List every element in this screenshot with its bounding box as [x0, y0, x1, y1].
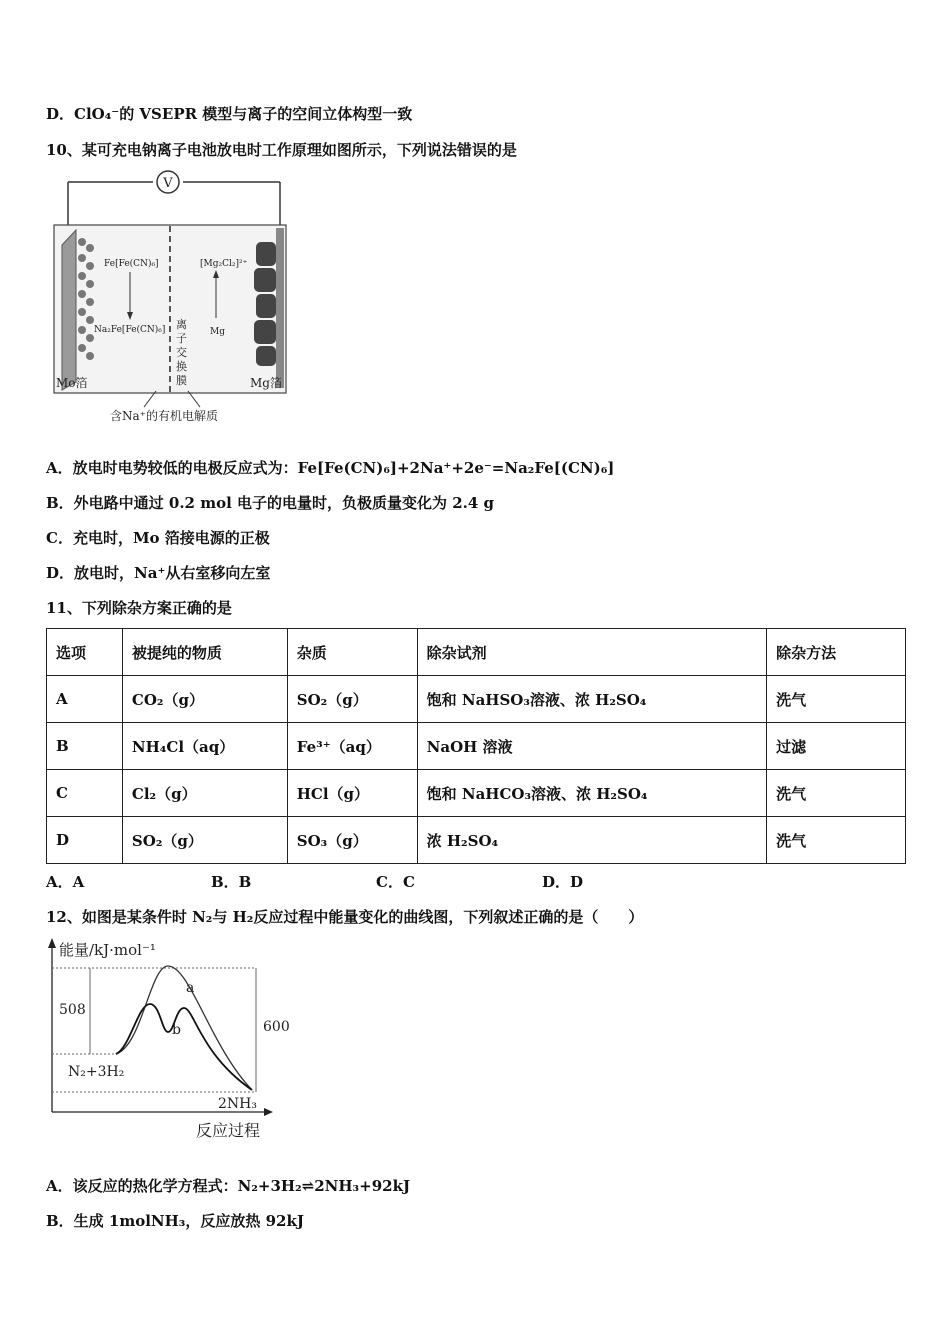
- reactants-label: N₂+3H₂: [68, 1064, 125, 1080]
- table-cell: 饱和 NaHSO₃溶液、浓 H₂SO₄: [417, 676, 767, 723]
- membrane-label: [176, 318, 187, 387]
- q10-option-c: C．充电时，Mo 箔接电源的正极: [46, 529, 270, 547]
- y-axis-label: 能量/kJ·mol⁻¹: [59, 941, 156, 959]
- table-cell: 饱和 NaHCO₃溶液、浓 H₂SO₄: [417, 770, 767, 817]
- q9-option-d: D．ClO₄⁻的 VSEPR 模型与离子的空间立体构型一致: [46, 105, 413, 123]
- label-mg-foil: Mg箔: [250, 376, 282, 390]
- label-fe-fe-cn6: Fe[Fe(CN)₆]: [104, 259, 159, 269]
- table-cell: NaOH 溶液: [417, 723, 767, 770]
- label-electrolyte: 含Na⁺的有机电解质: [110, 409, 218, 423]
- table-row: [47, 770, 906, 817]
- table-cell: 洗气: [767, 817, 906, 864]
- table-cell: SO₂（g）: [287, 676, 417, 723]
- table-cell: Cl₂（g）: [122, 770, 287, 817]
- curve-b: [116, 1004, 252, 1090]
- header-cell: 除杂方法: [767, 629, 906, 676]
- energy-diagram: [42, 936, 302, 1146]
- q11-choice-c: C．C: [376, 873, 415, 891]
- purification-table: [46, 628, 906, 864]
- x-axis-label: 反应过程: [196, 1121, 261, 1140]
- q10-option-b: B．外电路中通过 0.2 mol 电子的电量时，负极质量变化为 2.4 g: [46, 494, 495, 512]
- svg-text:换: 换: [176, 360, 187, 373]
- table-header-row: [47, 629, 906, 676]
- q11-choice-a: A．A: [46, 873, 85, 891]
- table-cell: CO₂（g）: [122, 676, 287, 723]
- table-row: [47, 723, 906, 770]
- q11-choice-d: D．D: [542, 873, 584, 891]
- q12-option-b: B．生成 1molNH₃，反应放热 92kJ: [46, 1212, 304, 1230]
- q11-choice-b: B．B: [211, 873, 252, 891]
- table-cell: SO₂（g）: [122, 817, 287, 864]
- value-508: 508: [59, 1002, 86, 1018]
- table-cell: B: [47, 723, 123, 770]
- q12-stem: 12、如图是某条件时 N₂与 H₂反应过程中能量变化的曲线图，下列叙述正确的是（ ）: [46, 908, 644, 926]
- header-cell: 杂质: [287, 629, 417, 676]
- table-cell: HCl（g）: [287, 770, 417, 817]
- curve-b-label: b: [172, 1022, 181, 1038]
- q12-option-a: A．该反应的热化学方程式：N₂+3H₂⇌2NH₃+92kJ: [46, 1177, 411, 1195]
- q10-option-d: D．放电时，Na⁺从右室移向左室: [46, 564, 271, 582]
- curve-a: [116, 966, 252, 1090]
- table-row: [47, 676, 906, 723]
- voltmeter-label: V: [163, 176, 173, 191]
- label-mg: Mg: [210, 327, 225, 337]
- table-row: [47, 817, 906, 864]
- value-600: 600: [263, 1019, 290, 1035]
- mg-electrode: [276, 228, 284, 388]
- header-cell: 除杂试剂: [417, 629, 767, 676]
- curve-a-label: a: [186, 980, 195, 996]
- svg-text:子: 子: [176, 332, 187, 345]
- battery-diagram: [48, 170, 298, 430]
- table-cell: 浓 H₂SO₄: [417, 817, 767, 864]
- label-mo-foil: Mo箔: [56, 376, 88, 390]
- q11-stem: 11、下列除杂方案正确的是: [46, 599, 232, 617]
- mo-electrode: [62, 230, 76, 390]
- table-cell: C: [47, 770, 123, 817]
- table-cell: 洗气: [767, 770, 906, 817]
- label-mg2cl2: [Mg₂Cl₂]²⁺: [200, 259, 248, 269]
- svg-text:离: 离: [176, 318, 187, 331]
- table-cell: A: [47, 676, 123, 723]
- table-cell: 洗气: [767, 676, 906, 723]
- header-cell: 选项: [47, 629, 123, 676]
- table-cell: 过滤: [767, 723, 906, 770]
- table-cell: SO₃（g）: [287, 817, 417, 864]
- label-na2fe-fe-cn6: Na₂Fe[Fe(CN)₆]: [94, 325, 166, 335]
- table-cell: Fe³⁺（aq）: [287, 723, 417, 770]
- svg-text:交: 交: [176, 346, 187, 359]
- table-cell: NH₄Cl（aq）: [122, 723, 287, 770]
- q10-stem: 10、某可充电钠离子电池放电时工作原理如图所示，下列说法错误的是: [46, 141, 517, 159]
- q10-option-a: A．放电时电势较低的电极反应式为：Fe[Fe(CN)₆]+2Na⁺+2e⁻=Na₂Fe[(CN)₆]: [46, 459, 615, 477]
- svg-text:膜: 膜: [176, 374, 187, 387]
- table-cell: D: [47, 817, 123, 864]
- header-cell: 被提纯的物质: [122, 629, 287, 676]
- products-label: 2NH₃: [218, 1096, 257, 1112]
